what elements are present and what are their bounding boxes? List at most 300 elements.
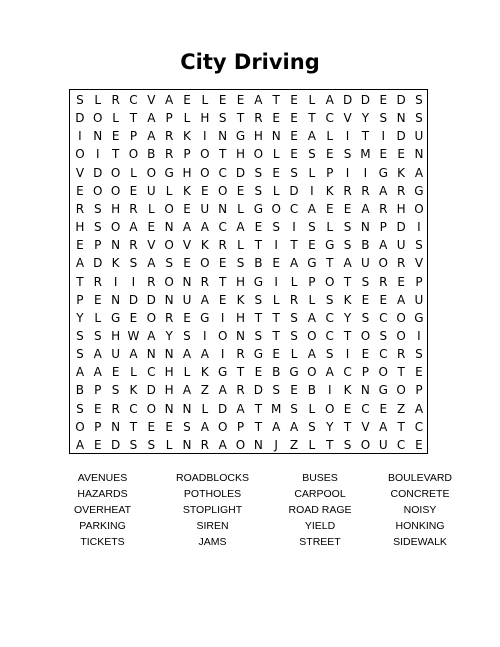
grid-letter[interactable]: R [129,238,138,253]
grid-letter[interactable]: L [165,183,173,198]
grid-letter[interactable]: B [361,238,370,253]
grid-letter[interactable]: S [254,292,263,307]
grid-letter[interactable]: Y [76,310,84,325]
grid-letter[interactable]: N [218,129,228,144]
grid-letter[interactable]: Y [361,111,370,126]
grid-letter[interactable]: O [146,165,157,180]
grid-letter[interactable]: A [379,238,388,253]
grid-letter[interactable]: P [361,365,370,380]
grid-letter[interactable]: O [378,256,388,271]
grid-letter[interactable]: I [292,220,296,235]
grid-letter[interactable]: S [272,220,281,235]
grid-letter[interactable]: O [146,310,157,325]
grid-letter[interactable]: O [235,437,246,452]
grid-letter[interactable]: P [129,129,138,144]
grid-letter[interactable]: S [290,401,298,416]
grid-letter[interactable]: P [308,274,316,289]
grid-letter[interactable]: L [94,310,102,325]
grid-letter[interactable]: A [200,419,209,434]
grid-letter[interactable]: G [414,183,424,198]
grid-letter[interactable]: T [308,111,316,126]
grid-letter[interactable]: W [127,328,140,343]
grid-letter[interactable]: O [396,328,406,343]
grid-letter[interactable]: P [165,111,173,126]
grid-letter[interactable]: L [272,183,280,198]
grid-letter[interactable]: P [379,220,387,235]
grid-letter[interactable]: A [200,292,209,307]
grid-letter[interactable]: O [325,274,335,289]
grid-letter[interactable]: E [76,238,84,253]
grid-letter[interactable]: N [253,437,263,452]
grid-letter[interactable]: H [75,220,85,235]
grid-letter[interactable]: A [289,419,299,434]
grid-letter[interactable]: I [203,328,207,343]
grid-letter[interactable]: U [111,347,120,362]
grid-letter[interactable]: D [93,165,103,180]
grid-letter[interactable]: L [112,111,119,126]
grid-letter[interactable]: D [93,256,103,271]
grid-letter[interactable]: O [360,328,371,343]
grid-letter[interactable]: E [147,419,156,434]
grid-letter[interactable]: E [290,129,298,144]
grid-letter[interactable]: E [111,129,120,144]
grid-letter[interactable]: R [200,437,209,452]
grid-letter[interactable]: S [379,328,388,343]
grid-letter[interactable]: D [396,129,406,144]
grid-letter[interactable]: K [343,292,352,307]
grid-letter[interactable]: G [378,383,388,398]
grid-letter[interactable]: G [289,365,299,380]
grid-letter[interactable]: G [164,165,174,180]
grid-letter[interactable]: G [378,165,388,180]
grid-letter[interactable]: R [396,256,406,271]
grid-letter[interactable]: N [93,129,103,144]
grid-letter[interactable]: E [361,347,370,362]
grid-letter[interactable]: G [253,201,264,216]
grid-letter[interactable]: A [93,365,102,380]
grid-letter[interactable]: E [415,365,423,380]
grid-letter[interactable]: N [360,383,370,398]
grid-letter[interactable]: U [361,256,370,271]
grid-letter[interactable]: E [254,365,263,380]
grid-letter[interactable]: C [325,111,334,126]
grid-letter[interactable]: N [146,347,156,362]
grid-letter[interactable]: T [254,238,263,253]
grid-letter[interactable]: L [237,238,244,253]
grid-letter[interactable]: R [379,274,388,289]
grid-letter[interactable]: P [94,238,102,253]
grid-letter[interactable]: Z [396,401,406,416]
grid-letter[interactable]: D [342,93,353,107]
grid-letter[interactable]: C [289,201,299,216]
grid-letter[interactable]: S [343,220,352,235]
grid-letter[interactable]: I [381,129,386,144]
grid-letter[interactable]: I [417,328,421,343]
grid-letter[interactable]: A [379,419,388,434]
grid-letter[interactable]: L [183,365,191,380]
grid-letter[interactable]: E [147,220,156,235]
grid-letter[interactable]: T [219,147,227,162]
grid-letter[interactable]: V [182,238,192,253]
grid-letter[interactable]: I [131,274,136,289]
grid-letter[interactable]: N [218,201,228,216]
grid-letter[interactable]: R [396,347,406,362]
grid-letter[interactable]: E [165,419,173,434]
grid-letter[interactable]: E [236,93,245,107]
grid-letter[interactable]: S [325,347,334,362]
grid-letter[interactable]: G [110,310,121,325]
grid-letter[interactable]: A [75,365,85,380]
grid-letter[interactable]: V [147,93,156,107]
grid-letter[interactable]: D [146,292,156,307]
grid-letter[interactable]: D [218,401,228,416]
grid-letter[interactable]: L [272,292,280,307]
grid-letter[interactable]: R [379,201,388,216]
grid-letter[interactable]: O [164,238,174,253]
grid-letter[interactable]: S [308,147,316,162]
grid-letter[interactable]: P [236,419,245,434]
grid-letter[interactable]: A [307,129,316,144]
grid-letter[interactable]: S [129,437,138,452]
grid-letter[interactable]: K [325,183,334,198]
grid-letter[interactable]: I [274,238,278,253]
grid-letter[interactable]: R [164,129,174,144]
grid-letter[interactable]: I [327,383,332,398]
grid-letter[interactable]: P [415,274,423,289]
grid-letter[interactable]: E [272,256,280,271]
grid-letter[interactable]: A [397,292,406,307]
grid-letter[interactable]: R [111,401,120,416]
grid-letter[interactable]: K [183,129,191,144]
grid-letter[interactable]: E [361,292,370,307]
grid-letter[interactable]: A [325,365,334,380]
grid-letter[interactable]: K [129,383,138,398]
grid-letter[interactable]: I [363,165,368,180]
grid-letter[interactable]: S [93,328,102,343]
grid-letter[interactable]: T [129,111,138,126]
grid-letter[interactable]: O [146,401,157,416]
grid-letter[interactable]: K [397,165,406,180]
grid-letter[interactable]: E [397,274,405,289]
grid-letter[interactable]: L [308,437,316,452]
grid-letter[interactable]: E [397,147,405,162]
grid-letter[interactable]: G [253,347,264,362]
grid-letter[interactable]: E [129,310,138,325]
grid-letter[interactable]: O [75,419,85,434]
grid-letter[interactable]: S [361,310,370,325]
grid-letter[interactable]: O [93,183,103,198]
grid-letter[interactable]: T [129,419,138,434]
grid-letter[interactable]: E [201,183,209,198]
grid-letter[interactable]: L [290,274,298,289]
grid-letter[interactable]: S [343,238,352,253]
grid-letter[interactable]: E [254,220,263,235]
grid-letter[interactable]: S [76,328,84,343]
grid-letter[interactable]: A [236,401,245,416]
grid-letter[interactable]: A [272,419,281,434]
grid-letter[interactable]: I [274,274,278,289]
grid-letter[interactable]: T [290,238,298,253]
grid-letter[interactable]: S [415,111,423,126]
grid-letter[interactable]: A [307,310,316,325]
grid-letter[interactable]: H [253,129,263,144]
grid-letter[interactable]: A [165,93,174,107]
grid-letter[interactable]: V [147,238,156,253]
grid-letter[interactable]: E [183,201,191,216]
grid-letter[interactable]: O [217,183,228,198]
grid-letter[interactable]: O [360,437,371,452]
grid-letter[interactable]: T [272,328,280,343]
grid-letter[interactable]: N [182,401,192,416]
grid-letter[interactable]: H [164,383,174,398]
grid-letter[interactable]: K [236,292,245,307]
grid-letter[interactable]: I [345,129,350,144]
grid-letter[interactable]: H [396,201,406,216]
grid-letter[interactable]: O [217,328,228,343]
grid-letter[interactable]: O [164,274,174,289]
grid-letter[interactable]: I [310,183,314,198]
grid-letter[interactable]: N [111,238,121,253]
grid-letter[interactable]: E [111,365,120,380]
grid-letter[interactable]: A [343,256,352,271]
grid-letter[interactable]: R [93,274,102,289]
grid-letter[interactable]: G [218,365,228,380]
grid-letter[interactable]: C [379,310,388,325]
grid-letter[interactable]: L [94,93,102,107]
grid-letter[interactable]: T [397,365,405,380]
grid-letter[interactable]: U [414,129,424,144]
grid-letter[interactable]: L [326,129,334,144]
grid-letter[interactable]: O [200,165,210,180]
grid-letter[interactable]: A [147,129,156,144]
grid-letter[interactable]: A [182,347,192,362]
grid-letter[interactable]: H [236,147,246,162]
grid-letter[interactable]: I [345,165,350,180]
grid-letter[interactable]: U [146,183,156,198]
grid-letter[interactable]: N [182,274,192,289]
grid-letter[interactable]: T [272,310,280,325]
grid-letter[interactable]: O [93,111,103,126]
grid-letter[interactable]: S [290,310,298,325]
grid-letter[interactable]: O [110,220,121,235]
grid-letter[interactable]: T [236,111,245,126]
grid-letter[interactable]: T [343,328,352,343]
grid-letter[interactable]: R [147,274,156,289]
grid-letter[interactable]: N [396,111,406,126]
grid-letter[interactable]: D [110,437,121,452]
grid-letter[interactable]: U [182,292,192,307]
grid-letter[interactable]: S [76,93,84,107]
grid-letter[interactable]: B [75,383,85,398]
grid-letter[interactable]: K [183,183,191,198]
grid-letter[interactable]: D [128,292,139,307]
grid-letter[interactable]: S [183,328,191,343]
grid-letter[interactable]: E [93,437,102,452]
grid-letter[interactable]: E [343,201,352,216]
grid-letter[interactable]: A [325,93,334,107]
grid-letter[interactable]: S [290,328,298,343]
grid-letter[interactable]: G [235,129,246,144]
grid-letter[interactable]: O [128,147,139,162]
grid-letter[interactable]: R [111,93,120,107]
grid-letter[interactable]: E [379,292,388,307]
grid-letter[interactable]: H [200,111,210,126]
grid-letter[interactable]: D [253,383,263,398]
grid-letter[interactable]: L [308,93,316,107]
grid-letter[interactable]: O [325,401,335,416]
grid-letter[interactable]: N [164,292,174,307]
grid-letter[interactable]: A [129,220,138,235]
grid-letter[interactable]: E [379,93,388,107]
grid-letter[interactable]: P [94,383,102,398]
grid-letter[interactable]: N [164,347,174,362]
grid-letter[interactable]: E [343,401,352,416]
grid-letter[interactable]: C [218,220,227,235]
grid-letter[interactable]: C [147,365,156,380]
grid-letter[interactable]: E [218,93,227,107]
grid-letter[interactable]: I [417,220,421,235]
grid-letter[interactable]: L [308,165,316,180]
grid-letter[interactable]: A [307,347,316,362]
grid-letter[interactable]: N [111,419,121,434]
grid-letter[interactable]: R [289,292,299,307]
grid-letter[interactable]: T [343,419,352,434]
grid-letter[interactable]: E [183,256,191,271]
grid-letter[interactable]: H [236,310,246,325]
grid-letter[interactable]: H [111,328,121,343]
grid-letter[interactable]: S [272,383,281,398]
grid-letter[interactable]: G [325,238,335,253]
grid-letter[interactable]: O [253,147,264,162]
grid-letter[interactable]: S [290,165,298,180]
grid-letter[interactable]: J [274,437,278,452]
grid-letter[interactable]: E [325,201,334,216]
grid-letter[interactable]: E [218,256,227,271]
grid-letter[interactable]: B [147,147,156,162]
grid-letter[interactable]: S [183,419,191,434]
grid-letter[interactable]: E [272,347,280,362]
grid-letter[interactable]: A [129,347,138,362]
grid-letter[interactable]: L [183,111,191,126]
grid-letter[interactable]: U [414,292,424,307]
grid-letter[interactable]: G [200,310,210,325]
grid-letter[interactable]: C [325,328,334,343]
grid-letter[interactable]: I [345,347,350,362]
grid-letter[interactable]: O [396,310,406,325]
grid-letter[interactable]: L [147,201,155,216]
grid-letter[interactable]: L [272,147,280,162]
grid-letter[interactable]: O [110,165,121,180]
grid-letter[interactable]: O [307,365,317,380]
grid-letter[interactable]: C [361,401,370,416]
grid-letter[interactable]: T [326,256,334,271]
grid-letter[interactable]: R [129,201,138,216]
grid-letter[interactable]: G [307,256,317,271]
grid-letter[interactable]: N [182,437,192,452]
grid-letter[interactable]: C [379,347,388,362]
grid-letter[interactable]: A [218,383,227,398]
grid-letter[interactable]: E [93,292,102,307]
grid-letter[interactable]: S [415,347,423,362]
grid-letter[interactable]: U [396,238,406,253]
grid-letter[interactable]: E [183,310,191,325]
grid-letter[interactable]: I [220,310,225,325]
grid-letter[interactable]: H [164,365,174,380]
grid-letter[interactable]: E [218,292,227,307]
grid-letter[interactable]: E [236,183,245,198]
grid-letter[interactable]: S [254,165,263,180]
grid-letter[interactable]: A [200,220,209,235]
grid-letter[interactable]: G [253,274,264,289]
grid-letter[interactable]: O [396,383,406,398]
grid-letter[interactable]: A [200,347,209,362]
grid-letter[interactable]: S [361,274,370,289]
grid-letter[interactable]: E [379,401,388,416]
grid-letter[interactable]: C [218,165,227,180]
grid-letter[interactable]: P [76,292,84,307]
grid-letter[interactable]: A [93,347,102,362]
grid-letter[interactable]: A [414,165,424,180]
grid-letter[interactable]: R [254,111,263,126]
grid-letter[interactable]: R [164,147,174,162]
grid-letter[interactable]: R [218,238,227,253]
grid-letter[interactable]: S [236,256,245,271]
grid-letter[interactable]: T [254,419,263,434]
grid-letter[interactable]: Y [165,328,173,343]
grid-letter[interactable]: S [325,292,334,307]
grid-letter[interactable]: U [378,437,388,452]
grid-letter[interactable]: O [271,201,281,216]
grid-letter[interactable]: S [93,220,102,235]
grid-letter[interactable]: I [113,274,118,289]
grid-letter[interactable]: L [201,401,209,416]
grid-letter[interactable]: B [307,383,316,398]
grid-letter[interactable]: A [182,383,192,398]
grid-letter[interactable]: C [325,310,334,325]
grid-letter[interactable]: A [75,256,85,271]
grid-letter[interactable]: A [218,437,227,452]
grid-letter[interactable]: S [129,256,138,271]
grid-letter[interactable]: Z [200,383,209,398]
grid-letter[interactable]: D [360,93,371,107]
grid-letter[interactable]: A [147,256,156,271]
grid-letter[interactable]: I [220,347,225,362]
grid-letter[interactable]: C [396,437,406,452]
grid-letter[interactable]: T [343,274,352,289]
grid-letter[interactable]: O [414,201,424,216]
grid-letter[interactable]: E [76,183,84,198]
grid-letter[interactable]: E [183,93,191,107]
grid-letter[interactable]: E [290,111,298,126]
grid-letter[interactable]: V [75,165,85,180]
grid-letter[interactable]: N [164,401,174,416]
grid-letter[interactable]: T [76,274,84,289]
grid-letter[interactable]: O [164,201,174,216]
grid-letter[interactable]: Z [289,437,299,452]
grid-letter[interactable]: T [236,365,245,380]
grid-letter[interactable]: V [343,111,352,126]
grid-letter[interactable]: S [218,111,227,126]
grid-letter[interactable]: U [200,201,210,216]
grid-letter[interactable]: I [203,129,207,144]
grid-letter[interactable]: H [236,274,246,289]
grid-letter[interactable]: D [235,165,246,180]
grid-letter[interactable]: C [414,419,424,434]
grid-letter[interactable]: L [130,365,137,380]
grid-letter[interactable]: V [361,419,370,434]
grid-letter[interactable]: L [308,292,316,307]
grid-letter[interactable]: E [415,437,423,452]
